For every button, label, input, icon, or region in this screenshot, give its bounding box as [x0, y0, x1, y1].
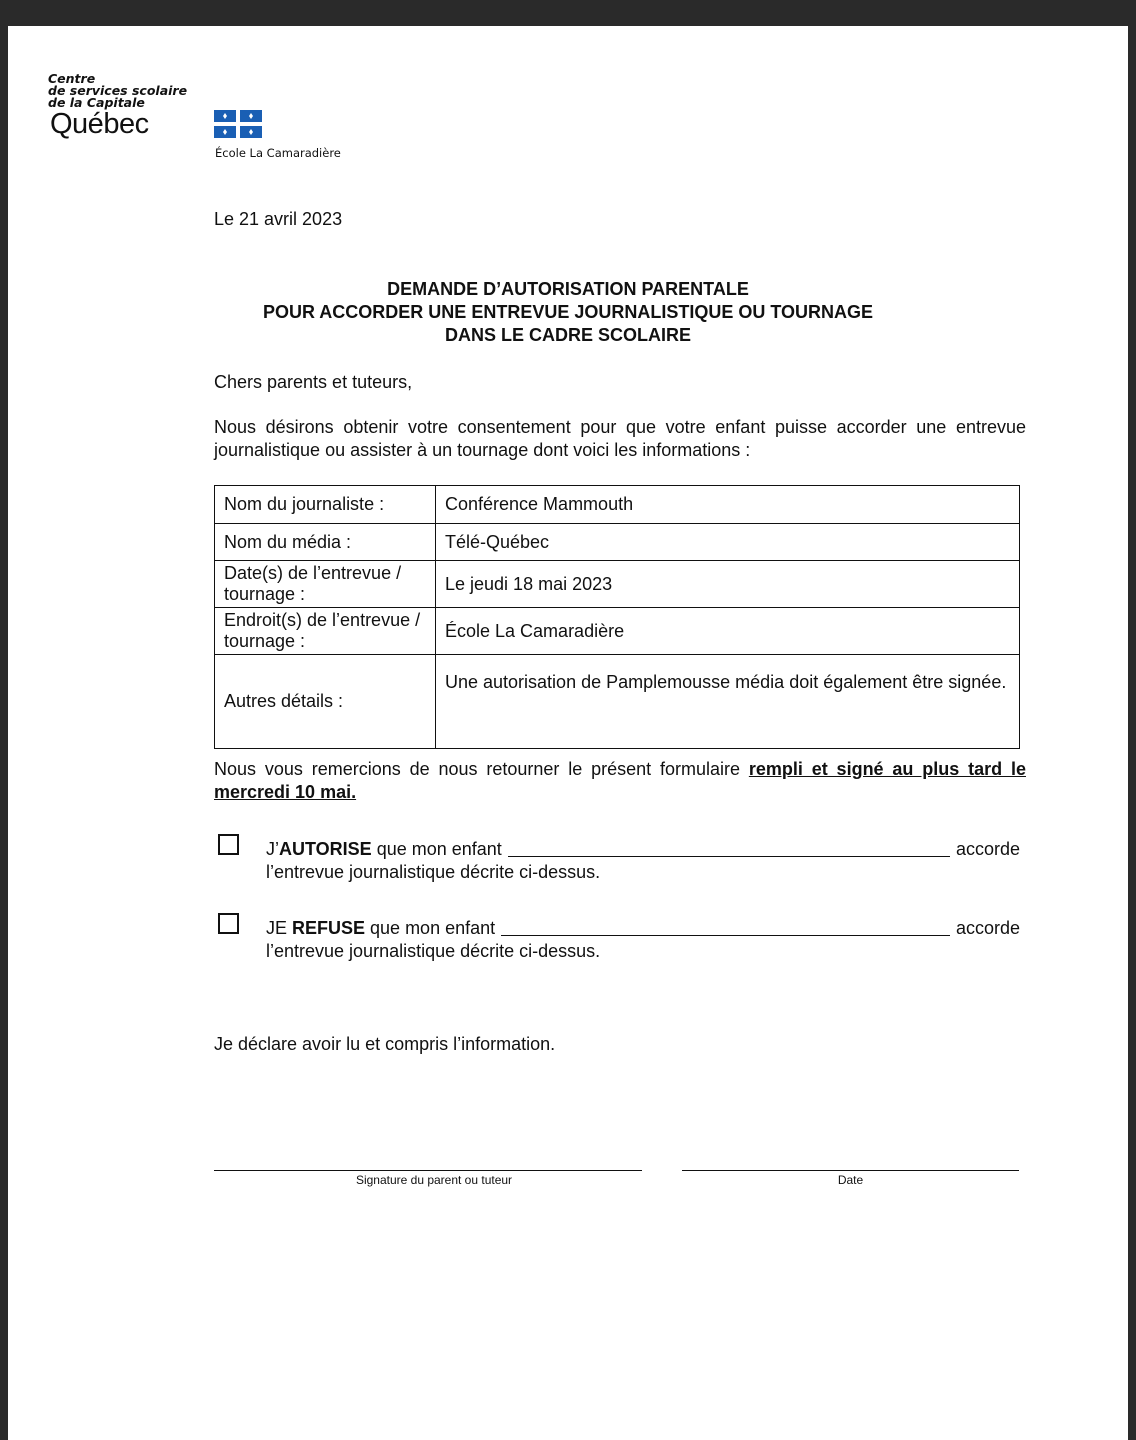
- letter-date: Le 21 avril 2023: [214, 209, 343, 229]
- authorize-checkbox[interactable]: [218, 834, 239, 855]
- refuse-checkbox[interactable]: [218, 913, 239, 934]
- date-caption: Date: [837, 1173, 864, 1187]
- return-notice: [214, 758, 1026, 804]
- authorize-suffix: accorde: [955, 839, 1020, 859]
- authorize-line-2: l’entrevue journalistique décrite ci-dessus.: [266, 862, 601, 882]
- authorize-prefix: J’: [266, 839, 279, 859]
- table-label: Autres détails :: [215, 655, 436, 749]
- child-name-field-authorize[interactable]: [508, 838, 950, 857]
- table-row: [215, 655, 1020, 749]
- table-value: École La Camaradière: [436, 608, 1020, 655]
- quebec-flag-icon: [214, 110, 262, 138]
- authorize-option: [266, 838, 1020, 884]
- declaration: Je déclare avoir lu et compris l’information.: [214, 1034, 556, 1054]
- authorize-middle: que mon enfant: [371, 839, 502, 859]
- title-line-3: DANS LE CADRE SCOLAIRE: [444, 325, 691, 345]
- refuse-keyword: REFUSE: [292, 918, 366, 938]
- refuse-suffix: accorde: [955, 918, 1020, 938]
- org-line-2: de services scolaire: [48, 83, 188, 98]
- refuse-middle: que mon enfant: [365, 918, 496, 938]
- org-line-1: Centre: [48, 71, 96, 86]
- return-notice-text: Nous vous remercions de nous retourner le présent formulaire: [214, 759, 749, 779]
- table-row: [215, 486, 1020, 524]
- table-label: Endroit(s) de l’entrevue / tournage :: [215, 608, 436, 655]
- table-value: Conférence Mammouth: [436, 486, 1020, 524]
- school-name: École La Camaradière: [215, 146, 341, 160]
- return-deadline: rempli et signé au plus tard le mercredi 10 mai.: [214, 759, 1026, 802]
- refuse-option: [266, 917, 1020, 963]
- organization-logo-text: [48, 73, 187, 109]
- document-page: [8, 26, 1128, 1440]
- date-field[interactable]: [682, 1170, 1019, 1171]
- child-name-field-refuse[interactable]: [501, 917, 950, 936]
- table-value: Télé-Québec: [436, 524, 1020, 561]
- interview-info-table: [214, 485, 1020, 749]
- table-row: [215, 524, 1020, 561]
- table-row: [215, 608, 1020, 655]
- parent-signature-caption: Signature du parent ou tuteur: [355, 1173, 513, 1187]
- intro-paragraph: Nous désirons obtenir votre consentement pour que votre enfant puisse accorder une entrevue journalistique ou assister à un tournage dont voici les informations :: [214, 417, 1026, 460]
- refuse-line-2: l’entrevue journalistique décrite ci-dessus.: [266, 941, 601, 961]
- table-row: [215, 561, 1020, 608]
- quebec-wordmark: Québec: [50, 108, 149, 140]
- document-title: [8, 278, 1128, 347]
- parent-signature-field[interactable]: [214, 1170, 642, 1171]
- table-value: Une autorisation de Pamplemousse média doit également être signée.: [436, 655, 1020, 749]
- refuse-prefix: JE: [266, 918, 293, 938]
- table-value: Le jeudi 18 mai 2023: [436, 561, 1020, 608]
- greeting: Chers parents et tuteurs,: [214, 372, 413, 392]
- title-line-1: DEMANDE D’AUTORISATION PARENTALE: [387, 279, 749, 299]
- org-line-3: de la Capitale: [48, 95, 145, 110]
- table-label: Nom du journaliste :: [215, 486, 436, 524]
- table-label: Date(s) de l’entrevue / tournage :: [215, 561, 436, 608]
- authorize-keyword: AUTORISE: [279, 839, 372, 859]
- table-label: Nom du média :: [215, 524, 436, 561]
- title-line-2: POUR ACCORDER UNE ENTREVUE JOURNALISTIQUE OU TOURNAGE: [262, 302, 874, 322]
